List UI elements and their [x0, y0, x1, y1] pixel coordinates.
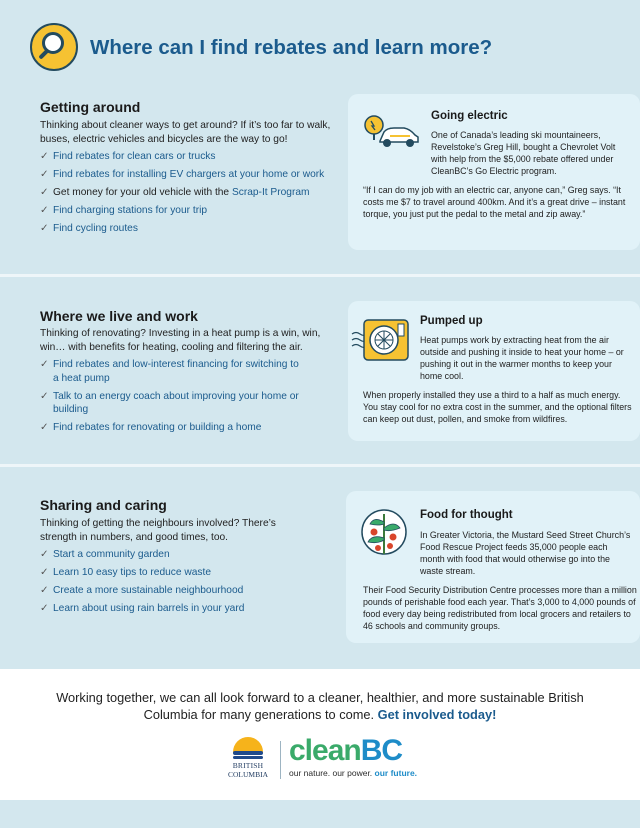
list-item[interactable]: ✓ Find rebates for installing EV chargers at your home or work: [40, 169, 325, 180]
section-heading: Getting around: [40, 99, 141, 115]
list-item[interactable]: ✓ Find rebates for clean cars or trucks: [40, 151, 216, 162]
checkmark-icon: ✓: [40, 585, 49, 596]
card-heading: Food for thought: [420, 509, 513, 521]
section-intro: Thinking of renovating? Investing in a heat pump is a win, win, win… with benefits for heating, cooling and filtering the air.: [40, 328, 321, 353]
checkmark-icon: ✓: [40, 567, 49, 578]
checkmark-icon: ✓: [40, 422, 49, 433]
checkmark-icon: ✓: [40, 603, 49, 614]
list-item[interactable]: ✓ Create a more sustainable neighbourhood: [40, 585, 244, 596]
section-intro: Thinking of getting the neighbours involved? There’s strength in numbers, and good times, too.: [40, 518, 276, 543]
list-item[interactable]: ✓ Learn about using rain barrels in your yard: [40, 603, 245, 614]
section-heading: Where we live and work: [40, 308, 198, 324]
card-heading: Going electric: [431, 110, 508, 122]
resource-list: [40, 150, 340, 240]
list-item[interactable]: ✓ Find rebates for renovating or building a home: [40, 422, 262, 433]
scrap-it-link[interactable]: Scrap-It Program: [231, 187, 310, 198]
british-columbia-logo: BRITISH COLUMBIA: [224, 737, 272, 781]
heat-pump-icon: [350, 316, 412, 368]
section-heading: Sharing and caring: [40, 497, 167, 513]
checkmark-icon: ✓: [40, 390, 49, 402]
page-title: Where can I find rebates and learn more?: [90, 36, 493, 59]
card-text: One of Canada’s leading ski mountaineers, Revelstoke’s Greg Hill, bought a Chevrolet Volt with help from the $5,000 rebate offered under CleanBC’s Go Electric program.: [431, 130, 616, 177]
section-intro: Thinking about cleaner ways to get around? If it’s too far to walk, buses, electric vehicles and bicycles are the way to go!: [40, 120, 331, 145]
list-item[interactable]: ✓ Learn 10 easy tips to reduce waste: [40, 567, 212, 578]
card-text: Their Food Security Distribution Centre processes more than a million pounds of perishable food each year. That’s 3,000 to 4,000 pounds of food every day being redistributed from local grocers and retailers to 46 schools and community groups.: [363, 585, 637, 632]
card-text: In Greater Victoria, the Mustard Seed Street Church’s Food Rescue Project feeds 35,000 people each month with food that would otherwise go into the waste stream.: [420, 530, 631, 577]
header: [0, 0, 640, 88]
checkmark-icon: ✓: [40, 223, 49, 234]
logo-divider: [280, 741, 281, 779]
footer-text: Working together, we can all look forward to a cleaner, healthier, and more sustainable British Columbia for many generations to come. Get involved today!: [56, 690, 584, 722]
magnifying-glass-icon: [30, 23, 78, 71]
checkmark-icon: ✓: [40, 151, 49, 162]
list-item[interactable]: ✓ Talk to an energy coach about improving your home or building: [40, 390, 299, 415]
resource-list: [40, 358, 300, 439]
resource-list: [40, 548, 340, 620]
checkmark-icon: ✓: [40, 359, 49, 370]
card-text: Heat pumps work by extracting heat from the air outside and pushing it inside to heat your home – or pushing it out in the warmer months to keep your home cool.: [420, 335, 624, 382]
card-text: When properly installed they use a third to a half as much energy. You stay cool for no extra cost in the summer, and the optional filters can keep out dust, pollen, and smoke from wildfires.: [363, 390, 632, 425]
electric-car-icon: [360, 113, 422, 151]
checkmark-icon: ✓: [40, 205, 49, 216]
list-item[interactable]: ✓ Find charging stations for your trip: [40, 205, 208, 216]
card-heading: Pumped up: [420, 315, 483, 327]
list-item[interactable]: ✓ Find cycling routes: [40, 223, 138, 234]
checkmark-icon: ✓: [40, 549, 49, 560]
bottom-strip: [0, 800, 640, 828]
checkmark-icon: ✓: [40, 169, 49, 180]
get-involved-link[interactable]: Get involved today!: [377, 707, 497, 722]
cleanbc-tagline: our nature. our power. our future.: [289, 768, 418, 778]
card-quote: “If I can do my job with an electric car, anyone can,” Greg says. “It costs me $7 to travel around 400km. And it’s a great drive – instant torque, you just put the pedal to the metal and zip away.”: [363, 185, 626, 220]
checkmark-icon: ✓: [40, 187, 49, 198]
list-item[interactable]: ✓ Get money for your old vehicle with the Scrap-It Program: [40, 187, 310, 198]
list-item[interactable]: ✓ Find rebates and low-interest financing for switching to a heat pump: [40, 359, 299, 384]
vegetable-plant-icon: [360, 506, 408, 560]
list-item[interactable]: ✓ Start a community garden: [40, 549, 170, 560]
cleanbc-logo: cleanBC: [289, 734, 403, 767]
